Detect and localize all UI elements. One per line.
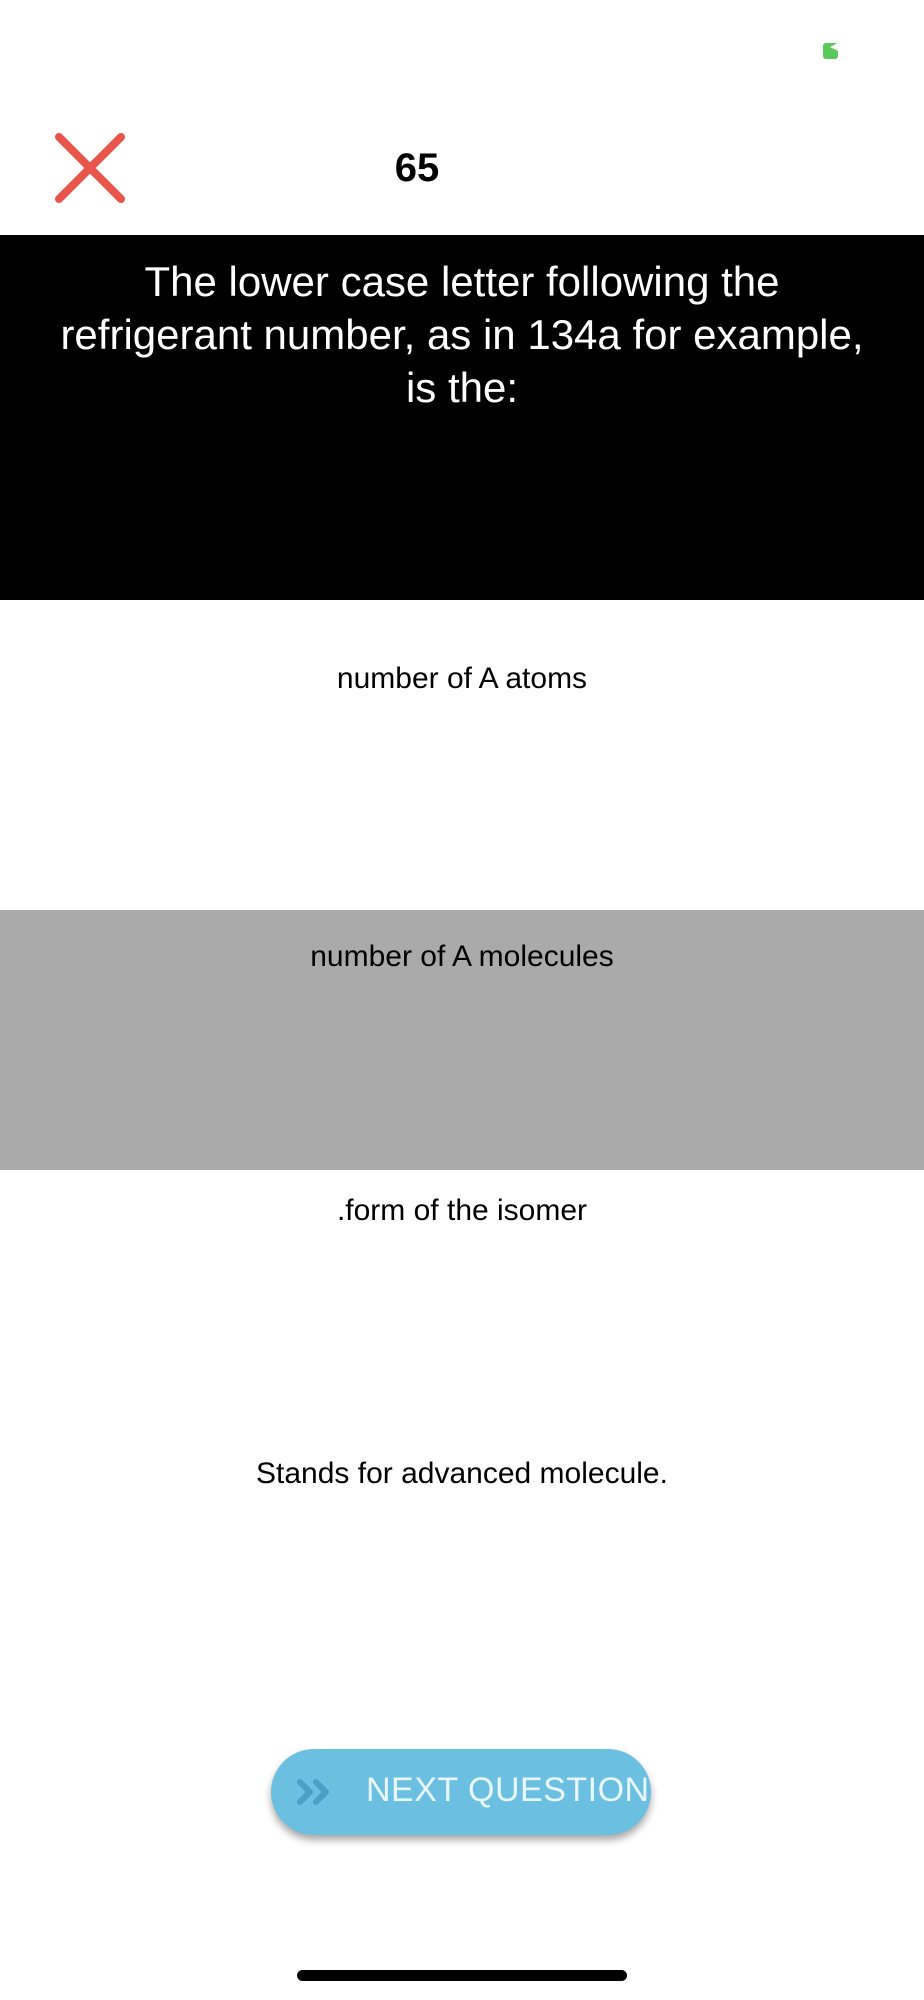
answer-label: Stands for advanced molecule.: [256, 1457, 668, 1490]
answer-option-1[interactable]: [0, 600, 924, 860]
question-number: 65: [394, 146, 440, 190]
close-icon: [50, 128, 130, 208]
answer-option-2[interactable]: [0, 910, 924, 1170]
answer-label: number of A atoms: [336, 662, 588, 695]
next-question-label: NEXT QUESTION: [366, 1771, 650, 1809]
answer-label: .form of the isomer: [336, 1194, 588, 1227]
question-text: The lower case letter following the refrigerant number, as in 134a for example, is the:: [60, 258, 864, 411]
question-panel: [0, 235, 924, 600]
next-question-button[interactable]: [271, 1749, 651, 1835]
battery-icon: [823, 43, 838, 59]
answer-label: number of A molecules: [310, 940, 614, 973]
status-bar: [0, 0, 924, 100]
answer-option-3[interactable]: [0, 1170, 924, 1430]
home-indicator: [297, 1970, 627, 1981]
answer-option-4[interactable]: [0, 1430, 924, 1690]
close-button[interactable]: [50, 128, 130, 208]
double-chevron-right-icon: [296, 1777, 334, 1807]
